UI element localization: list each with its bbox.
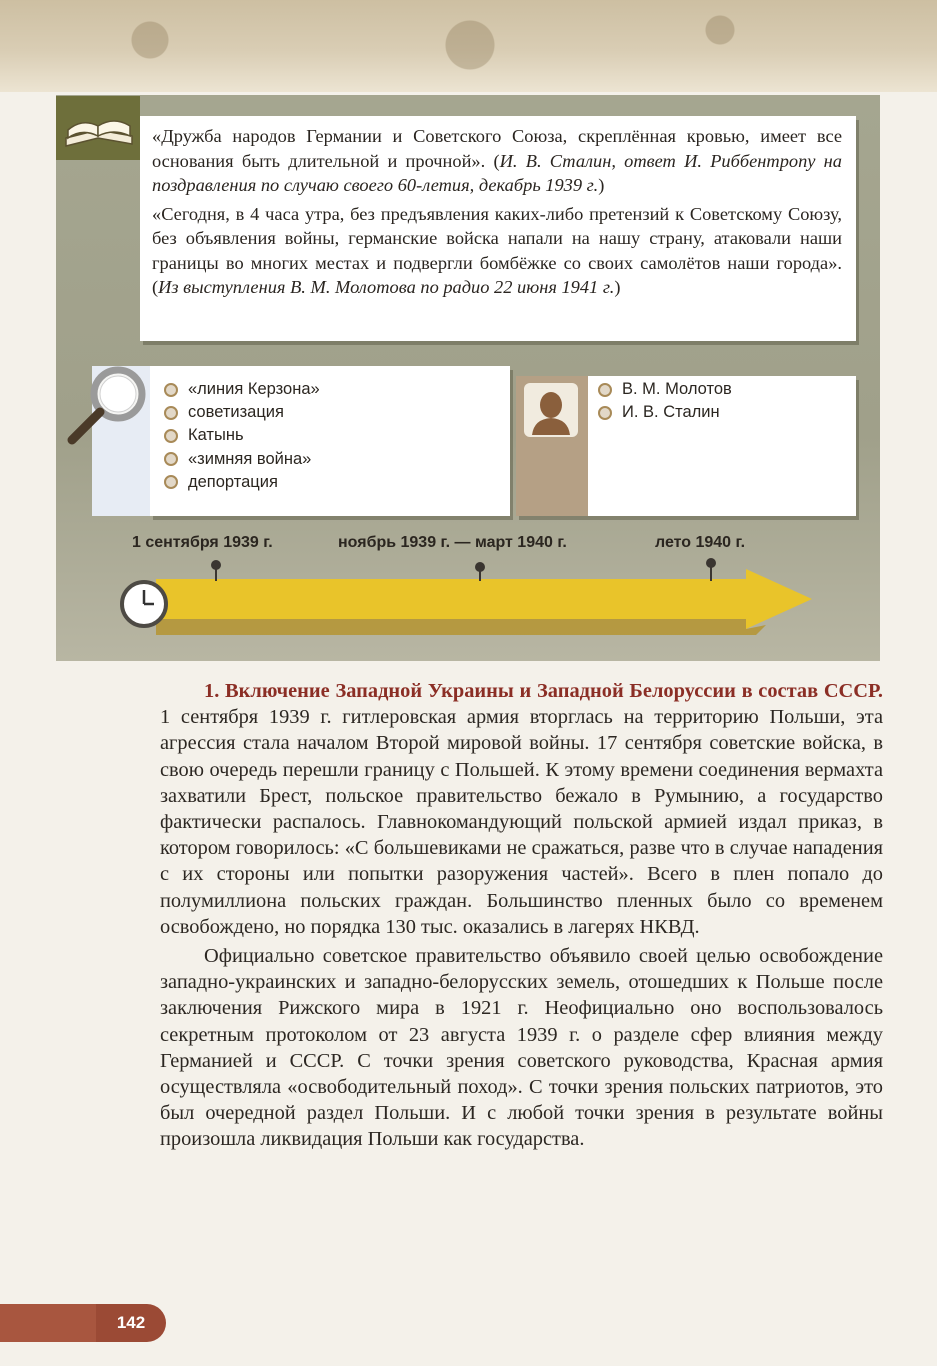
bullet-icon [164,475,178,489]
person-item: В. М. Молотов [598,378,732,401]
section-heading: 1. Включение Западной Украины и Западной Белоруссии в состав СССР. [204,680,883,702]
top-banner [0,0,937,92]
terms-list [164,378,320,494]
page-strip [0,1304,96,1342]
magnifier-icon [60,360,156,450]
persons-list [598,378,732,424]
bullet-icon [598,406,612,420]
term-item: депортация [164,471,320,494]
term-item: советизация [164,401,320,424]
paragraph-1: 1. Включение Западной Украины и Западной Белоруссии в состав СССР. 1 сентября 1939 г. гитлеровская армия вторглась на территорию Польши, эта агрессия стала началом Второй мировой войны. 17 сентября советские войска, в свою очередь перешли границу с Польшей. К этому времени соединения вермахта захватили Брест, польское правительство бежало в Румынию, а государство фактически распалось. Главнокомандующий польской армией издал приказ, в котором говорилось: «С большевиками не сражаться, разве что в случае нападения с их стороны или попытки разоружения частей». Всего в плен попало до полумиллиона польских граждан. Большинство пленных было со временем освобождено, но порядка 130 тыс. оказались в лагерях НКВД. [160,680,883,938]
quote-1: «Дружба народов Германии и Советского Союза, скреплённая кровью, имеет все основания быть длительной и прочной». (И. В. Сталин, ответ И. Риббентропу на поздравления по случаю своего 60-летия, декабрь 1939 г.) [152,126,842,195]
bullet-icon [164,383,178,397]
page-number: 142 [96,1304,166,1342]
portrait-icon [528,387,574,435]
term-item: Катынь [164,424,320,447]
person-item: И. В. Сталин [598,401,732,424]
bullet-icon [164,406,178,420]
book-icon [60,100,138,154]
timeline-date: лето 1940 г. [655,534,746,551]
quote-2: «Сегодня, в 4 часа утра, без предъявления каких-либо претензий к Советскому Союзу, без объявления войны, германские войска напали на нашу страну, атаковали наши границы во многих местах и подвергли бомбёжке со своих самолётов наши города». (Из выступления В. М. Молотова по радио 22 июня 1941 г.) [152,203,842,297]
paragraph-2: Официально советское правительство объявило своей целью освобождение западно-украинских и западно-белорусских земель, отошедших к Польше после заключения Рижского мира в 1921 г. Неофициально оно воспользовалось секретным протоколом от 23 августа 1939 г. о разделе сфер влияния между Германией и СССР. С точки зрения советского руководства, Красная армия осуществляла «освободительный поход». С точки зрения польских патриотов, это был очередной раздел Польши. И с любой точки зрения в результате войны произошла ликвидация Польши как государства. [160,945,883,1151]
banner-ornament [0,0,937,92]
quote-card [140,116,856,341]
timeline-arrow [56,555,880,655]
term-item: «линия Керзона» [164,378,320,401]
timeline-date: ноябрь 1939 г. — март 1940 г. [338,534,567,551]
term-item: «зимняя война» [164,448,320,471]
bullet-icon [164,452,178,466]
timeline-date: 1 сентября 1939 г. [132,534,273,551]
bullet-icon [598,383,612,397]
bullet-icon [164,429,178,443]
body-text [160,678,883,1153]
clock-icon [118,578,170,630]
